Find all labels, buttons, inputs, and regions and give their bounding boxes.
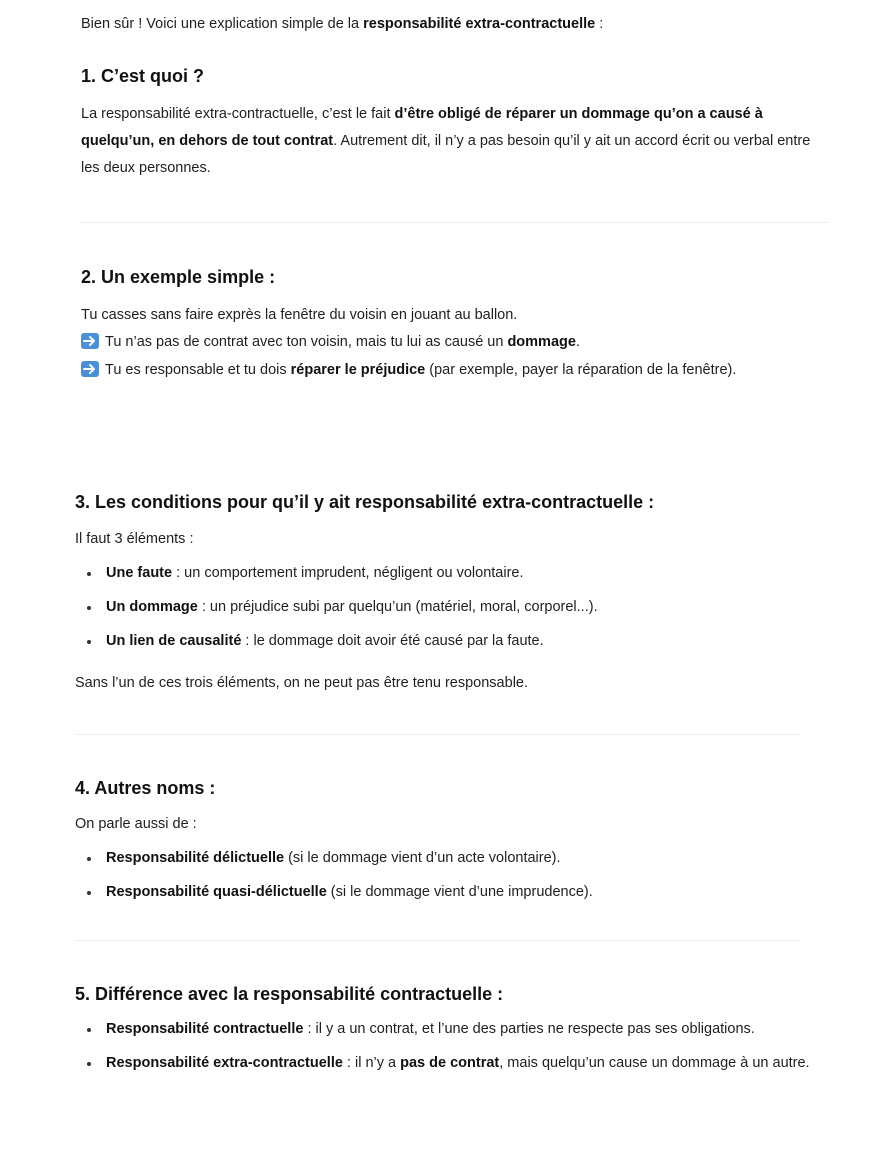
list-item (75, 1050, 815, 1077)
intro-prefix: Bien sûr ! Voici une explication simple de la (81, 16, 364, 32)
item-bold-2: pas de contrat (400, 1055, 500, 1071)
example-line-1: Tu casses sans faire exprès la fenêtre du voisin en jouant au ballon. (81, 307, 518, 323)
section-5-title: 5. Différence avec la responsabilité contractuelle : (75, 984, 504, 1004)
line3-text: Tu es responsable et tu dois (105, 362, 291, 378)
divider-2 (75, 734, 800, 735)
list-item (75, 594, 815, 621)
divider-1 (81, 222, 829, 223)
item-bold: Responsabilité extra-contractuelle (106, 1055, 343, 1071)
item-rest: : il n’y a (342, 1055, 401, 1071)
list-item (75, 879, 815, 906)
example-line-3 (81, 357, 736, 384)
list-item (75, 628, 815, 655)
item-rest-2: , mais quelqu’un cause un dommage à un autre. (499, 1055, 810, 1071)
line2-bold: dommage (507, 334, 576, 350)
item-bold: Responsabilité délictuelle (106, 850, 285, 866)
list-item (75, 560, 815, 587)
intro-suffix: : (595, 16, 604, 32)
line2-text: Tu n’as pas de contrat avec ton voisin, mais tu lui as causé un (105, 334, 508, 350)
line3-end: (par exemple, payer la réparation de la fenêtre). (425, 362, 737, 378)
item-bold: Responsabilité contractuelle (106, 1021, 304, 1037)
item-rest: : un comportement imprudent, négligent ou volontaire. (172, 565, 524, 581)
item-rest: (si le dommage vient d’un acte volontaire). (284, 850, 561, 866)
item-bold: Un lien de causalité (106, 633, 242, 649)
example-line-2 (81, 329, 580, 356)
right-arrow-icon (81, 333, 99, 349)
divider-3 (75, 940, 800, 941)
item-rest: : un préjudice subi par quelqu’un (matériel, moral, corporel...). (197, 599, 598, 615)
item-bold: Une faute (106, 565, 173, 581)
section-1-paragraph (81, 101, 831, 182)
list-item (75, 1016, 815, 1043)
item-bold: Responsabilité quasi-délictuelle (106, 884, 327, 900)
section-4-lead: On parle aussi de : (75, 816, 197, 832)
list-item (75, 845, 815, 872)
section-3-outro: Sans l’un de ces trois éléments, on ne peut pas être tenu responsable. (75, 675, 529, 691)
section-3-lead: Il faut 3 éléments : (75, 531, 194, 547)
line2-end: . (575, 334, 580, 350)
section-3-title: 3. Les conditions pour qu’il y ait responsabilité extra-contractuelle : (75, 492, 655, 512)
section-4-title: 4. Autres noms : (75, 778, 216, 798)
section-2-title: 2. Un exemple simple : (81, 267, 276, 287)
difference-list (75, 1016, 815, 1077)
item-rest: : il y a un contrat, et l’une des parties ne respecte pas ses obligations. (303, 1021, 755, 1037)
section-1-title: 1. C’est quoi ? (81, 66, 205, 86)
right-arrow-icon (81, 361, 99, 377)
intro-text (81, 16, 603, 32)
other-names-list (75, 845, 815, 906)
item-rest: : le dommage doit avoir été causé par la faute. (241, 633, 544, 649)
item-rest: (si le dommage vient d’une imprudence). (326, 884, 593, 900)
intro-bold: responsabilité extra-contractuelle (363, 16, 596, 32)
item-bold: Un dommage (106, 599, 198, 615)
s1-text-c: . Autrement dit, il n’y a pas besoin qu’il y ait un accord écrit ou verbal entre les deux personnes. (81, 133, 811, 176)
line3-bold: réparer le préjudice (290, 362, 426, 378)
s1-text-a: La responsabilité extra-contractuelle, c’est le fait (81, 106, 395, 122)
s1-text-bold: d’être obligé de réparer un dommage qu’on a causé à quelqu’un, en dehors de tout contrat (81, 106, 763, 149)
conditions-list (75, 560, 815, 655)
